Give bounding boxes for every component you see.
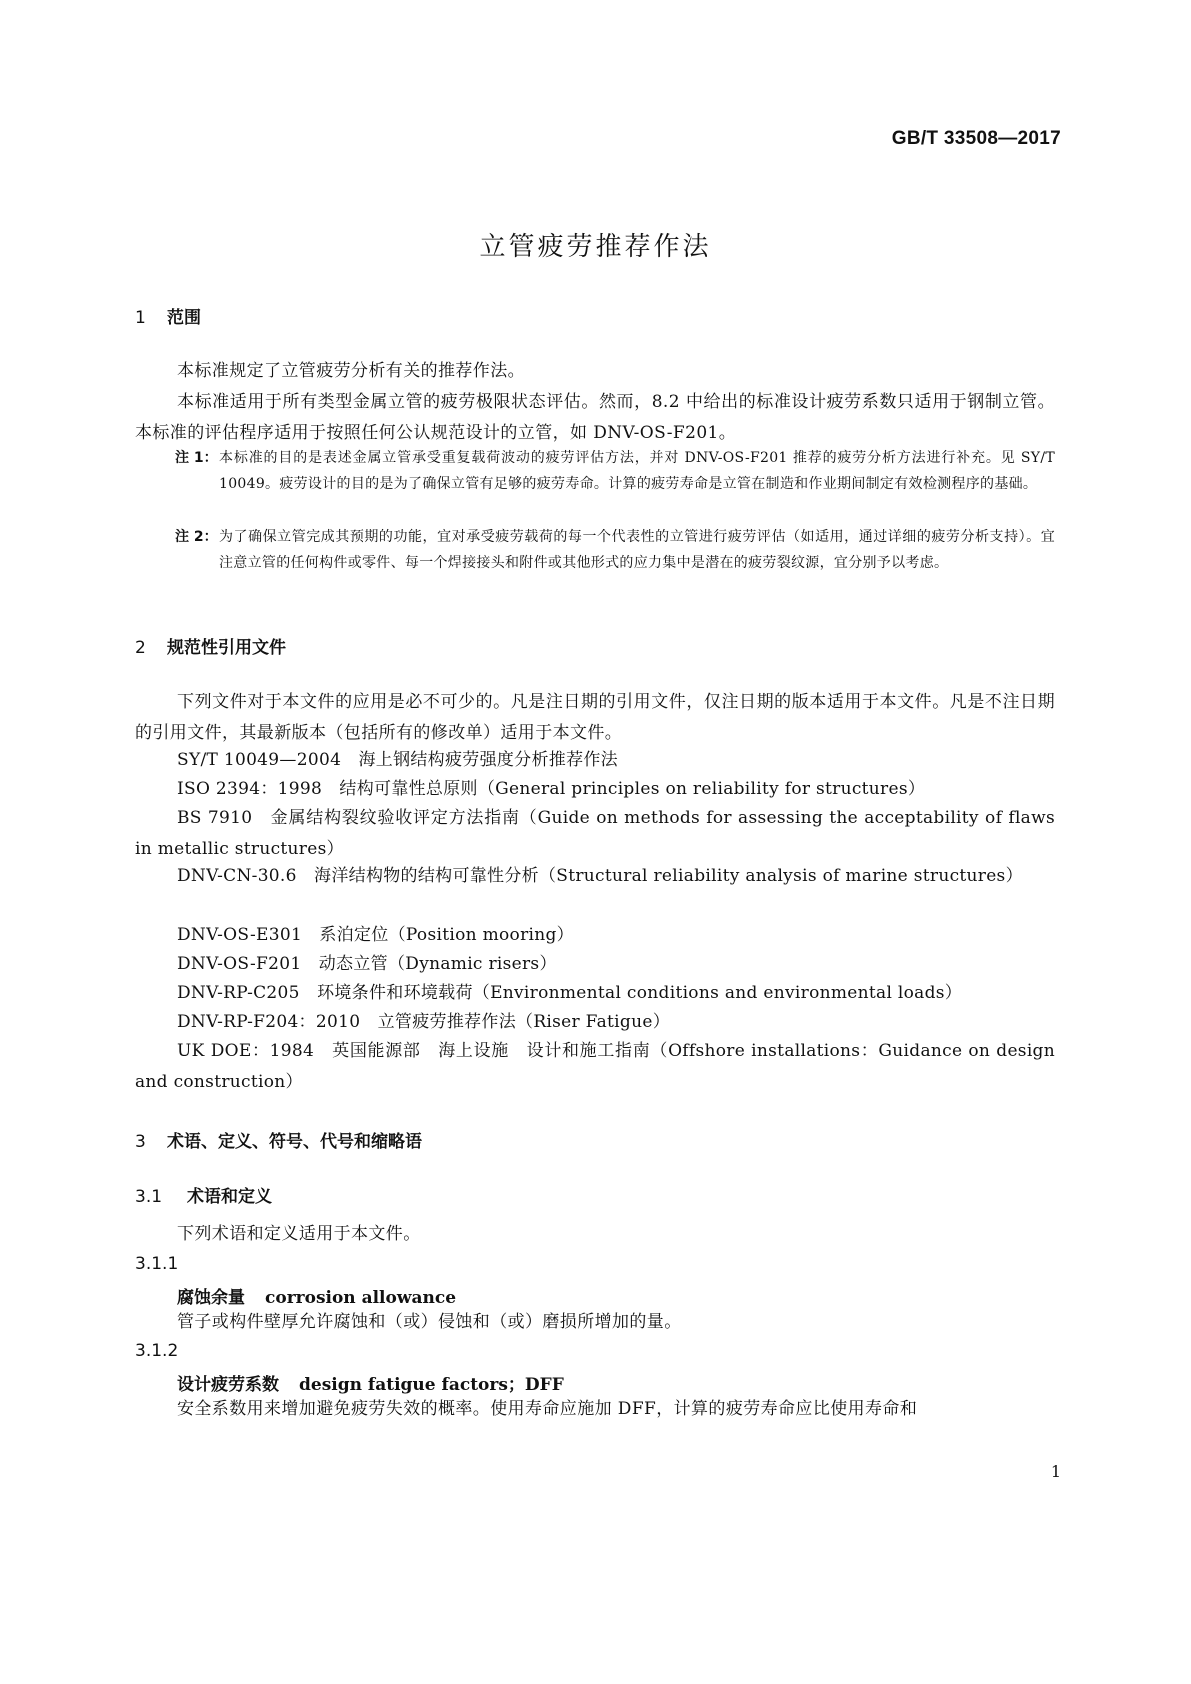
note-2 bbox=[175, 524, 1055, 576]
page-number: 1 bbox=[1050, 1462, 1061, 1481]
scope-paragraph-1: 本标准规定了立管疲劳分析有关的推荐作法。 bbox=[177, 361, 525, 381]
section-1-heading bbox=[135, 303, 201, 328]
document-title: 立管疲劳推荐作法 bbox=[479, 232, 712, 262]
reference-item: DNV-CN-30.6 海洋结构物的结构可靠性分析（Structural reliability analysis of marine structures） bbox=[177, 866, 1023, 886]
term-number: 3.1.1 bbox=[135, 1254, 179, 1274]
note-text: 本标准的目的是表述金属立管承受重复载荷波动的疲劳评估方法，并对 DNV-OS-F201 推荐的疲劳分析方法进行补充。见 SY/T 10049。疲劳设计的目的是为了确保立管有足够的疲劳寿命。计算的疲劳寿命是立管在制造和作业期间制定有效检测程序的基础。 bbox=[219, 450, 1055, 492]
term-name-chinese: 腐蚀余量 bbox=[177, 1288, 245, 1308]
note-1 bbox=[175, 445, 1055, 497]
reference-item: BS 7910 金属结构裂纹验收评定方法指南（Guide on methods for assessing the acceptability of flaws in metallic structures） bbox=[135, 808, 1055, 859]
section-3-heading bbox=[135, 1127, 422, 1152]
section-2-heading bbox=[135, 633, 286, 658]
term-name-english: design fatigue factors；DFF bbox=[299, 1375, 564, 1395]
section-number: 3 bbox=[135, 1132, 146, 1152]
reference-item: DNV-OS-F201 动态立管（Dynamic risers） bbox=[177, 954, 557, 974]
subsection-3-1-heading bbox=[135, 1182, 272, 1207]
term-name-chinese: 设计疲劳系数 bbox=[177, 1375, 279, 1395]
reference-item: ISO 2394：1998 结构可靠性总原则（General principles on reliability for structures） bbox=[177, 779, 926, 799]
subsection-title: 术语和定义 bbox=[187, 1187, 272, 1207]
section-number: 2 bbox=[135, 638, 146, 658]
reference-item: DNV-RP-C205 环境条件和环境载荷（Environmental conditions and environmental loads） bbox=[177, 983, 963, 1003]
term-definition: 管子或构件壁厚允许腐蚀和（或）侵蚀和（或）磨损所增加的量。 bbox=[177, 1312, 682, 1332]
standard-code: GB/T 33508—2017 bbox=[891, 128, 1061, 149]
section-title: 术语、定义、符号、代号和缩略语 bbox=[167, 1132, 422, 1152]
references-intro: 下列文件对于本文件的应用是必不可少的。凡是注日期的引用文件，仅注日期的版本适用于本文件。凡是不注日期的引用文件，其最新版本（包括所有的修改单）适用于本文件。 bbox=[135, 692, 1055, 743]
note-label: 注 2： bbox=[175, 529, 218, 545]
section-title: 规范性引用文件 bbox=[167, 638, 286, 658]
term-number: 3.1.2 bbox=[135, 1341, 179, 1361]
term-name-english: corrosion allowance bbox=[265, 1288, 457, 1308]
section-title: 范围 bbox=[167, 308, 201, 328]
term-name bbox=[177, 1370, 564, 1395]
terms-intro: 下列术语和定义适用于本文件。 bbox=[177, 1224, 421, 1244]
section-number: 1 bbox=[135, 308, 146, 328]
reference-item: UK DOE：1984 英国能源部 海上设施 设计和施工指南（Offshore installations：Guidance on design and construction） bbox=[135, 1041, 1055, 1092]
reference-item: DNV-RP-F204：2010 立管疲劳推荐作法（Riser Fatigue） bbox=[177, 1012, 671, 1032]
subsection-number: 3.1 bbox=[135, 1187, 163, 1207]
reference-item: SY/T 10049—2004 海上钢结构疲劳强度分析推荐作法 bbox=[177, 750, 618, 770]
term-definition: 安全系数用来增加避免疲劳失效的概率。使用寿命应施加 DFF，计算的疲劳寿命应比使用寿命和 bbox=[177, 1399, 918, 1419]
reference-item: DNV-OS-E301 系泊定位（Position mooring） bbox=[177, 925, 574, 945]
note-label: 注 1： bbox=[175, 450, 218, 466]
scope-paragraph-2: 本标准适用于所有类型金属立管的疲劳极限状态评估。然而，8.2 中给出的标准设计疲劳系数只适用于钢制立管。本标准的评估程序适用于按照任何公认规范设计的立管，如 DNV-OS-F201。 bbox=[135, 392, 1055, 443]
term-name bbox=[177, 1283, 456, 1308]
note-text: 为了确保立管完成其预期的功能，宜对承受疲劳载荷的每一个代表性的立管进行疲劳评估（如适用，通过详细的疲劳分析支持）。宜注意立管的任何构件或零件、每一个焊接接头和附件或其他形式的应力集中是潜在的疲劳裂纹源，宜分别予以考虑。 bbox=[219, 529, 1055, 571]
